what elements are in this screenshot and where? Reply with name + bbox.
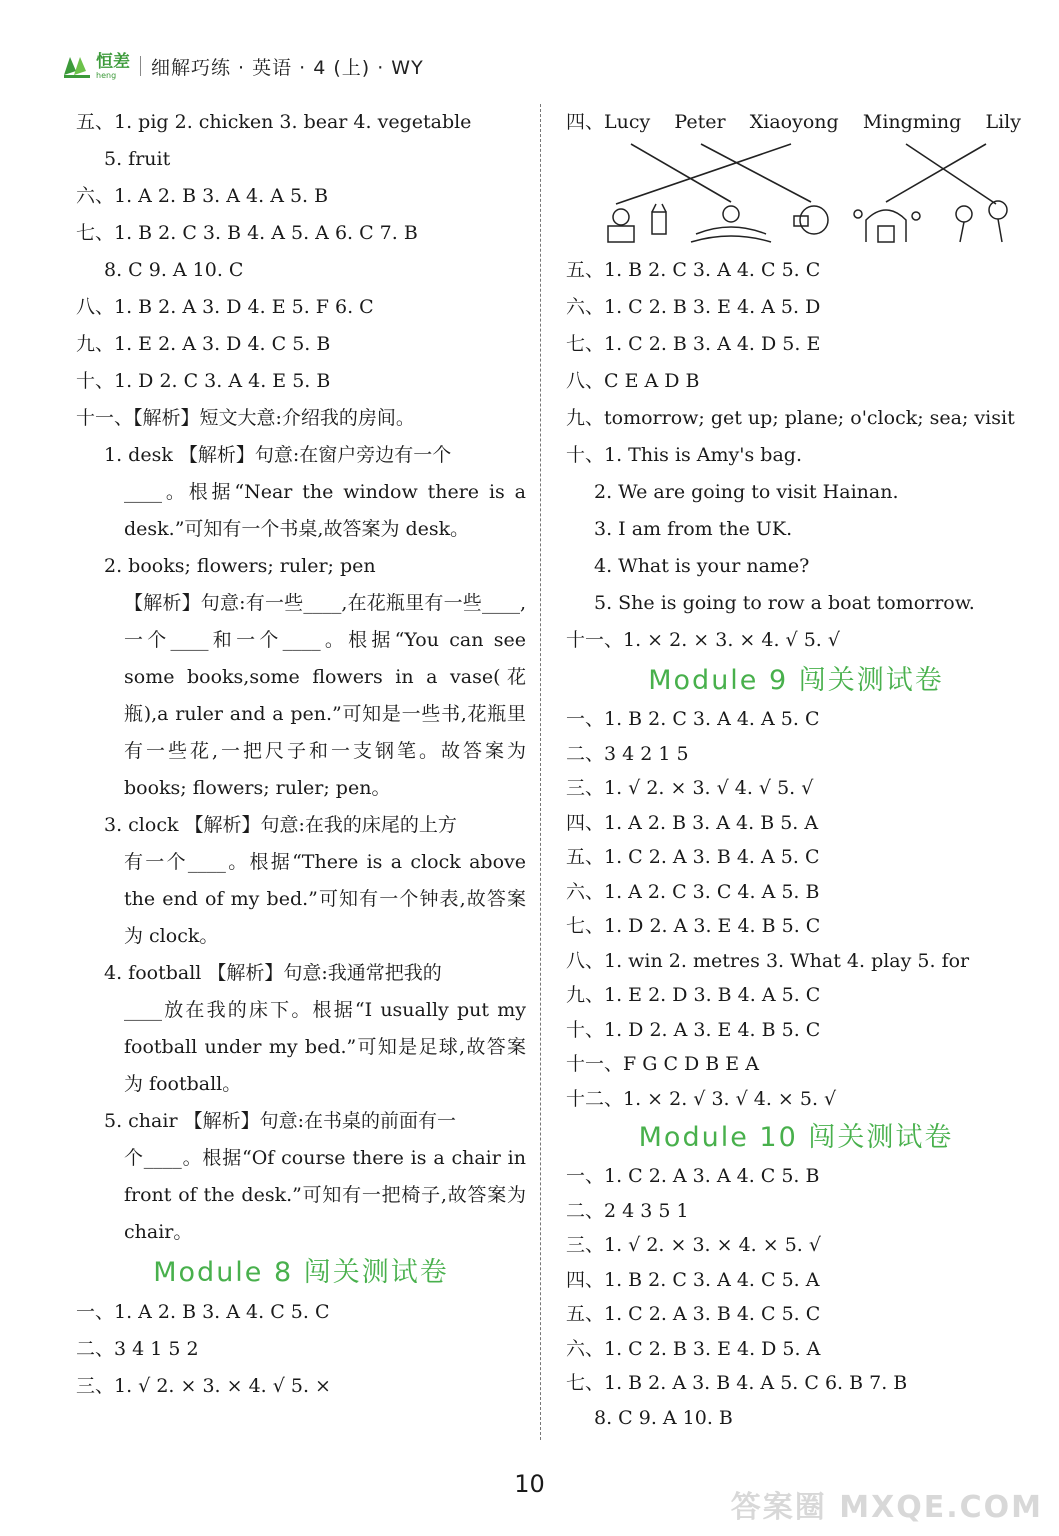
answer-line: 8. C 9. A 10. C xyxy=(104,259,244,281)
explanation-body: 个____。根据“Of course there is a chair in front of the desk.”可知有一把椅子,故答案为 chair。 xyxy=(124,1147,526,1243)
matching-question xyxy=(566,104,1026,252)
answer-line: 四、1. A 2. B 3. A 4. B 5. A xyxy=(566,811,819,834)
question-label: 四、 xyxy=(566,111,605,133)
answer-line: 九、1. E 2. D 3. B 4. A 5. C xyxy=(566,984,821,1006)
page-number: 10 xyxy=(514,1470,545,1498)
book-logo-icon xyxy=(62,53,92,79)
answer-line: 九、1. E 2. A 3. D 4. C 5. B xyxy=(76,333,331,355)
answer-line: 六、1. C 2. B 3. E 4. A 5. D xyxy=(566,296,821,318)
answer-line: 九、tomorrow; get up; plane; o'clock; sea; visit xyxy=(566,407,1015,429)
module-9-title: Module 9 闯关测试卷 xyxy=(648,665,944,696)
name-mingming: Mingming xyxy=(862,111,962,133)
answer-line: 一、1. C 2. A 3. A 4. C 5. B xyxy=(566,1165,820,1187)
name-peter: Peter xyxy=(674,111,726,133)
watermark: 答案圈 MXQE.COM xyxy=(730,1490,1043,1525)
answer-line: 六、1. A 2. C 3. C 4. A 5. B xyxy=(566,880,820,903)
name-lucy: Lucy xyxy=(604,111,651,133)
answer-line: 六、1. C 2. B 3. E 4. D 5. A xyxy=(566,1337,821,1360)
explanation-body: ____放在我的床下。根据“I usually put my football under my bed.”可知是足球,故答案为 football。 xyxy=(124,999,526,1095)
answer-line: 4. What is your name? xyxy=(594,555,810,577)
answer-line: 二、3 4 2 1 5 xyxy=(566,742,689,765)
answer-line: 2. We are going to visit Hainan. xyxy=(594,481,899,503)
child-tv-picture xyxy=(608,204,666,242)
answer-line: 八、1. B 2. A 3. D 4. E 5. F 6. C xyxy=(76,296,374,318)
brand-name: 恒差 xyxy=(96,52,130,72)
answer-line: 七、1. B 2. A 3. B 4. A 5. C 6. B 7. B xyxy=(566,1372,908,1394)
column-divider xyxy=(540,104,541,1440)
answer-line: 四、1. B 2. C 3. A 4. C 5. A xyxy=(566,1268,820,1291)
answer-line: 八、1. win 2. metres 3. What 4. play 5. for xyxy=(566,949,970,972)
answer-line: 5. She is going to row a boat tomorrow. xyxy=(594,592,975,614)
answer-line: 七、1. C 2. B 3. A 4. D 5. E xyxy=(566,333,821,355)
answer-line: 十二、1. × 2. √ 3. √ 4. × 5. √ xyxy=(566,1087,837,1110)
answer-line: 七、1. D 2. A 3. E 4. B 5. C xyxy=(566,915,821,937)
answer-line: 5. fruit xyxy=(104,148,171,170)
answer-line: 三、1. √ 2. × 3. × 4. × 5. √ xyxy=(566,1234,821,1256)
answer-line: 五、1. C 2. A 3. B 4. A 5. C xyxy=(566,846,820,868)
module-10-title: Module 10 闯关测试卷 xyxy=(638,1122,954,1153)
answer-line: 二、2 4 3 5 1 xyxy=(566,1199,689,1222)
answer-line: 七、1. B 2. C 3. B 4. A 5. A 6. C 7. B xyxy=(76,222,418,244)
answer-line: 十一、1. × 2. × 3. × 4. √ 5. √ xyxy=(566,629,840,651)
matching-illustration xyxy=(566,142,1026,252)
module-8-title: Module 8 闯关测试卷 xyxy=(153,1257,449,1288)
explanation-head: 2. books; flowers; ruler; pen xyxy=(104,555,376,577)
answer-line: 8. C 9. A 10. B xyxy=(594,1406,733,1429)
answer-line: 十、1. This is Amy's bag. xyxy=(566,444,802,466)
answer-line: 五、1. pig 2. chicken 3. bear 4. vegetable xyxy=(76,111,472,133)
matching-names xyxy=(566,104,1021,141)
explanation-head: 1. desk 【解析】句意:在窗户旁边有一个 xyxy=(104,444,452,466)
brand-sub: heng xyxy=(96,71,117,80)
answer-line: 六、1. A 2. B 3. A 4. A 5. B xyxy=(76,185,329,207)
explanation-body: 有一个____。根据“There is a clock above the end of my bed.”可知有一个钟表,故答案为 clock。 xyxy=(124,851,526,947)
explanation-body: 【解析】句意:有一些____,在花瓶里有一些____,一个____和一个____。根据“You can see some books,some flowers in a vase(花瓶),a ruler and a pen.”可知是一些书,花瓶里有一些花,一把尺子和一支钢笔。故答案为 books; flowers; ruler; pen。 xyxy=(124,592,526,799)
explanation-head: 4. football 【解析】句意:我通常把我的 xyxy=(104,962,442,984)
answer-line: 一、1. B 2. C 3. A 4. A 5. C xyxy=(566,708,820,730)
answer-line: 十一、F G C D B E A xyxy=(566,1053,759,1075)
answer-line: 一、1. A 2. B 3. A 4. C 5. C xyxy=(76,1301,330,1323)
answer-line: 二、3 4 1 5 2 xyxy=(76,1338,199,1360)
answer-line: 八、C E A D B xyxy=(566,370,700,392)
right-column xyxy=(566,104,1026,1435)
answer-line: 十、1. D 2. C 3. A 4. E 5. B xyxy=(76,370,331,392)
header-title: 细解巧练 · 英语 · 4 (上) · WY xyxy=(151,56,424,79)
child-camera-picture xyxy=(794,206,828,234)
answer-line: 五、1. C 2. A 3. B 4. C 5. C xyxy=(566,1303,821,1325)
gate-picture xyxy=(854,210,920,242)
answer-line: 十、1. D 2. A 3. E 4. B 5. C xyxy=(566,1018,821,1041)
answer-line: 3. I am from the UK. xyxy=(594,518,793,540)
answer-line: 三、1. √ 2. × 3. × 4. √ 5. × xyxy=(76,1375,331,1397)
children-walking-picture xyxy=(956,201,1007,242)
header-separator xyxy=(140,56,141,76)
name-lily: Lily xyxy=(985,111,1021,133)
answer-line: 三、1. √ 2. × 3. √ 4. √ 5. √ xyxy=(566,777,814,799)
explanation-head: 5. chair 【解析】句意:在书桌的前面有一 xyxy=(104,1110,456,1132)
left-column xyxy=(76,104,526,1405)
explanation-head: 3. clock 【解析】句意:在我的床尾的上方 xyxy=(104,814,457,836)
page-header xyxy=(62,46,424,86)
name-xiaoyong: Xiaoyong xyxy=(749,111,839,133)
answer-line: 十一、【解析】短文大意:介绍我的房间。 xyxy=(76,407,415,429)
answer-line: 五、1. B 2. C 3. A 4. C 5. C xyxy=(566,259,821,281)
explanation-body: ____。根据“Near the window there is a desk.”可知有一个书桌,故答案为 desk。 xyxy=(124,481,526,540)
child-swimming-picture xyxy=(691,206,771,242)
brand-logo xyxy=(62,52,130,80)
